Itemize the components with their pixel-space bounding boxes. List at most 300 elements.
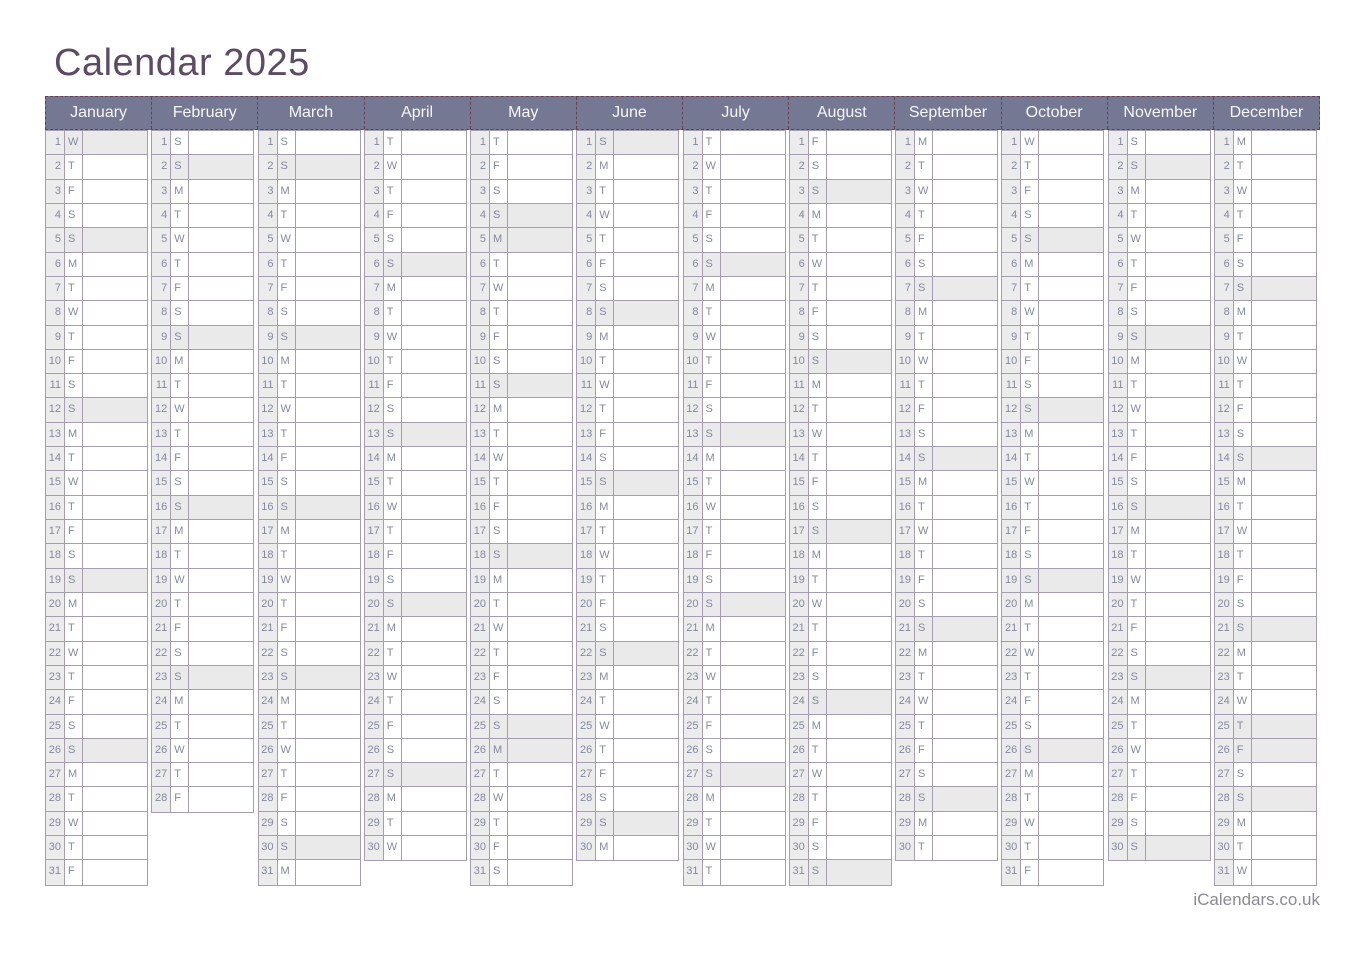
day-number: 12 [684, 398, 703, 421]
day-number: 25 [1215, 715, 1234, 738]
day-number: 20 [259, 593, 278, 616]
day-letter: T [915, 836, 933, 860]
day-number: 10 [896, 350, 915, 373]
day-number: 30 [46, 836, 65, 859]
day-letter: W [1128, 398, 1146, 421]
day-notes-space [402, 301, 466, 324]
day-row [1002, 301, 1103, 325]
day-row [1215, 301, 1316, 325]
day-letter: T [1021, 836, 1039, 859]
day-number: 4 [1109, 204, 1128, 227]
day-notes-space [1146, 812, 1210, 835]
day-letter: S [278, 326, 296, 349]
day-number: 8 [577, 301, 596, 324]
day-notes-space [508, 860, 572, 884]
day-notes-space [614, 277, 678, 300]
day-notes-space [1039, 277, 1103, 300]
day-notes-space [402, 496, 466, 519]
day-notes-space [83, 593, 147, 616]
day-row [1002, 739, 1103, 763]
day-number: 25 [46, 715, 65, 738]
day-notes-space [402, 739, 466, 762]
day-number: 7 [684, 277, 703, 300]
day-number: 18 [46, 544, 65, 567]
day-notes-space [933, 253, 997, 276]
footer-site-label: iCalendars.co.uk [1193, 890, 1320, 909]
day-letter: T [490, 253, 508, 276]
day-row [259, 423, 360, 447]
day-letter: S [490, 690, 508, 713]
day-number: 21 [259, 617, 278, 640]
day-notes-space [1039, 155, 1103, 178]
day-notes-space [83, 253, 147, 276]
day-row [365, 836, 466, 860]
day-row [684, 715, 785, 739]
day-letter: S [1234, 423, 1252, 446]
day-number: 26 [896, 739, 915, 762]
day-row [152, 471, 253, 495]
day-row [684, 593, 785, 617]
day-letter: T [703, 812, 721, 835]
day-letter: S [1234, 617, 1252, 640]
day-number: 12 [259, 398, 278, 421]
day-letter: T [171, 204, 189, 227]
day-number: 4 [896, 204, 915, 227]
day-row [1215, 715, 1316, 739]
month-grid-april [364, 130, 467, 861]
day-row [896, 398, 997, 422]
day-row [1002, 763, 1103, 787]
day-notes-space [1146, 642, 1210, 665]
day-letter: S [171, 642, 189, 665]
month-column-november [1108, 130, 1214, 886]
day-letter: T [1021, 155, 1039, 178]
day-letter: M [809, 715, 827, 738]
day-letter: F [490, 155, 508, 178]
day-letter: M [596, 836, 614, 860]
day-number: 6 [471, 253, 490, 276]
day-row [896, 520, 997, 544]
day-letter: S [384, 253, 402, 276]
day-letter: T [809, 617, 827, 640]
day-letter: T [1021, 496, 1039, 519]
day-letter: S [171, 326, 189, 349]
day-number: 29 [577, 812, 596, 835]
day-row [684, 763, 785, 787]
day-row [152, 447, 253, 471]
day-letter: S [1021, 398, 1039, 421]
day-letter: T [915, 155, 933, 178]
day-row [46, 763, 147, 787]
day-row [152, 739, 253, 763]
day-number: 14 [1215, 447, 1234, 470]
day-letter: S [809, 520, 827, 543]
day-row [896, 423, 997, 447]
day-letter: W [1234, 690, 1252, 713]
day-notes-space [83, 787, 147, 810]
day-number: 13 [46, 423, 65, 446]
day-letter: S [278, 301, 296, 324]
month-header-august: August [789, 97, 895, 129]
day-notes-space [827, 326, 891, 349]
day-letter: W [65, 812, 83, 835]
day-letter: S [703, 228, 721, 251]
day-letter: S [1128, 836, 1146, 860]
day-letter: S [596, 447, 614, 470]
day-notes-space [189, 787, 253, 811]
day-notes-space [1039, 642, 1103, 665]
day-number: 29 [46, 812, 65, 835]
day-notes-space [1039, 617, 1103, 640]
day-number: 25 [684, 715, 703, 738]
day-letter: W [171, 569, 189, 592]
day-number: 2 [790, 155, 809, 178]
day-number: 4 [1215, 204, 1234, 227]
day-letter: S [384, 569, 402, 592]
day-number: 28 [471, 787, 490, 810]
day-letter: F [703, 544, 721, 567]
day-number: 23 [365, 666, 384, 689]
day-number: 11 [577, 374, 596, 397]
day-notes-space [83, 131, 147, 154]
day-notes-space [402, 374, 466, 397]
day-number: 31 [46, 860, 65, 884]
day-notes-space [189, 471, 253, 494]
day-number: 24 [896, 690, 915, 713]
day-row [896, 666, 997, 690]
day-notes-space [1146, 374, 1210, 397]
day-notes-space [933, 520, 997, 543]
day-row [1215, 787, 1316, 811]
day-number: 29 [1109, 812, 1128, 835]
day-row [471, 787, 572, 811]
day-notes-space [296, 739, 360, 762]
day-row [471, 228, 572, 252]
day-letter: M [1128, 690, 1146, 713]
day-notes-space [189, 131, 253, 154]
day-number: 7 [896, 277, 915, 300]
day-notes-space [1039, 690, 1103, 713]
day-row [471, 496, 572, 520]
day-number: 22 [896, 642, 915, 665]
day-row [790, 617, 891, 641]
day-row [577, 326, 678, 350]
day-number: 6 [577, 253, 596, 276]
day-number: 26 [1002, 739, 1021, 762]
day-number: 17 [896, 520, 915, 543]
day-letter: F [915, 398, 933, 421]
day-notes-space [296, 520, 360, 543]
day-letter: W [1128, 228, 1146, 251]
day-letter: T [278, 374, 296, 397]
day-notes-space [508, 131, 572, 154]
day-row [1002, 398, 1103, 422]
day-number: 2 [1215, 155, 1234, 178]
day-notes-space [721, 763, 785, 786]
day-row [471, 763, 572, 787]
day-notes-space [827, 836, 891, 859]
day-notes-space [402, 350, 466, 373]
day-notes-space [933, 593, 997, 616]
day-letter: T [1234, 155, 1252, 178]
day-notes-space [189, 350, 253, 373]
day-letter: M [171, 350, 189, 373]
day-row [790, 228, 891, 252]
month-grid-february [151, 130, 254, 813]
day-number: 20 [1002, 593, 1021, 616]
day-number: 10 [46, 350, 65, 373]
day-notes-space [827, 447, 891, 470]
day-number: 23 [1215, 666, 1234, 689]
day-letter: T [171, 423, 189, 446]
day-letter: S [65, 569, 83, 592]
day-notes-space [933, 763, 997, 786]
day-notes-space [614, 471, 678, 494]
day-number: 30 [1002, 836, 1021, 859]
day-letter: F [278, 277, 296, 300]
day-number: 6 [896, 253, 915, 276]
day-number: 20 [684, 593, 703, 616]
day-number: 11 [365, 374, 384, 397]
day-letter: W [1128, 739, 1146, 762]
day-row [1215, 666, 1316, 690]
day-number: 1 [790, 131, 809, 154]
day-letter: M [915, 301, 933, 324]
day-letter: W [915, 520, 933, 543]
day-letter: F [1021, 690, 1039, 713]
day-notes-space [721, 593, 785, 616]
day-letter: M [596, 326, 614, 349]
day-letter: T [384, 471, 402, 494]
day-notes-space [1252, 642, 1316, 665]
day-letter: T [65, 277, 83, 300]
day-row [152, 642, 253, 666]
day-row [684, 398, 785, 422]
day-row [1215, 253, 1316, 277]
day-number: 13 [577, 423, 596, 446]
month-header-june: June [577, 97, 683, 129]
day-row [577, 617, 678, 641]
day-number: 18 [365, 544, 384, 567]
day-number: 5 [684, 228, 703, 251]
day-row [46, 617, 147, 641]
day-notes-space [1039, 374, 1103, 397]
day-row [1002, 228, 1103, 252]
day-letter: T [915, 204, 933, 227]
day-letter: S [703, 253, 721, 276]
day-number: 13 [684, 423, 703, 446]
day-letter: T [703, 471, 721, 494]
day-letter: M [915, 642, 933, 665]
day-row [577, 301, 678, 325]
day-notes-space [933, 690, 997, 713]
day-notes-space [1039, 715, 1103, 738]
day-row [790, 787, 891, 811]
day-number: 29 [790, 812, 809, 835]
day-letter: T [384, 812, 402, 835]
day-row [46, 569, 147, 593]
day-number: 30 [896, 836, 915, 860]
day-number: 28 [896, 787, 915, 810]
day-row [790, 593, 891, 617]
day-row [790, 253, 891, 277]
day-letter: W [65, 642, 83, 665]
day-notes-space [296, 569, 360, 592]
day-row [1002, 423, 1103, 447]
day-notes-space [1039, 520, 1103, 543]
day-row [896, 836, 997, 860]
day-letter: T [809, 398, 827, 421]
day-row [152, 180, 253, 204]
day-number: 19 [1002, 569, 1021, 592]
day-row [577, 593, 678, 617]
day-notes-space [1039, 423, 1103, 446]
day-notes-space [296, 398, 360, 421]
day-notes-space [1039, 739, 1103, 762]
day-row [365, 131, 466, 155]
day-row [46, 666, 147, 690]
day-notes-space [508, 350, 572, 373]
day-number: 3 [577, 180, 596, 203]
day-letter: S [809, 690, 827, 713]
day-letter: S [278, 496, 296, 519]
day-notes-space [1146, 593, 1210, 616]
day-letter: F [1021, 180, 1039, 203]
day-notes-space [1039, 836, 1103, 859]
day-row [152, 520, 253, 544]
day-letter: W [1234, 180, 1252, 203]
day-row [790, 350, 891, 374]
day-letter: S [1128, 471, 1146, 494]
day-notes-space [1146, 301, 1210, 324]
day-letter: M [809, 544, 827, 567]
day-row [471, 642, 572, 666]
day-notes-space [1146, 277, 1210, 300]
day-letter: T [1021, 326, 1039, 349]
day-notes-space [1039, 398, 1103, 421]
day-letter: M [596, 666, 614, 689]
day-notes-space [296, 350, 360, 373]
day-row [684, 277, 785, 301]
day-notes-space [721, 228, 785, 251]
month-grid-october [1001, 130, 1104, 886]
day-letter: S [490, 204, 508, 227]
day-letter: T [1234, 496, 1252, 519]
day-row [790, 520, 891, 544]
day-letter: T [703, 301, 721, 324]
day-letter: S [809, 350, 827, 373]
day-row [259, 763, 360, 787]
month-header-december: December [1229, 104, 1304, 121]
day-number: 17 [1109, 520, 1128, 543]
day-notes-space [827, 253, 891, 276]
day-number: 14 [1002, 447, 1021, 470]
day-notes-space [827, 812, 891, 835]
day-notes-space [1039, 228, 1103, 251]
day-row [684, 447, 785, 471]
day-number: 24 [259, 690, 278, 713]
day-row [1002, 812, 1103, 836]
day-row [259, 155, 360, 179]
day-row [152, 690, 253, 714]
day-notes-space [827, 423, 891, 446]
day-number: 21 [684, 617, 703, 640]
day-letter: S [1021, 739, 1039, 762]
day-letter: F [1128, 277, 1146, 300]
day-row [1109, 666, 1210, 690]
day-letter: S [490, 520, 508, 543]
day-notes-space [1252, 374, 1316, 397]
day-letter: F [65, 350, 83, 373]
day-number: 21 [152, 617, 171, 640]
day-letter: S [1234, 593, 1252, 616]
day-row [365, 715, 466, 739]
day-letter: T [490, 131, 508, 154]
day-letter: S [65, 228, 83, 251]
day-letter: W [1021, 301, 1039, 324]
day-letter: S [596, 617, 614, 640]
day-notes-space [1146, 787, 1210, 810]
day-letter: S [1128, 496, 1146, 519]
day-notes-space [614, 617, 678, 640]
day-number: 1 [1002, 131, 1021, 154]
day-row [1002, 471, 1103, 495]
day-number: 9 [896, 326, 915, 349]
day-notes-space [296, 763, 360, 786]
day-number: 30 [684, 836, 703, 859]
day-row [1109, 253, 1210, 277]
day-row [684, 520, 785, 544]
day-notes-space [189, 690, 253, 713]
day-row [577, 544, 678, 568]
day-letter: T [65, 155, 83, 178]
day-row [259, 569, 360, 593]
day-number: 26 [577, 739, 596, 762]
day-number: 27 [896, 763, 915, 786]
day-number: 31 [1215, 860, 1234, 884]
day-letter: S [809, 496, 827, 519]
day-letter: F [703, 374, 721, 397]
day-row [46, 593, 147, 617]
day-number: 11 [1002, 374, 1021, 397]
day-row [46, 447, 147, 471]
day-notes-space [83, 204, 147, 227]
day-row [1215, 593, 1316, 617]
day-number: 22 [152, 642, 171, 665]
day-letter: F [915, 228, 933, 251]
day-number: 25 [365, 715, 384, 738]
day-row [259, 447, 360, 471]
day-letter: F [1021, 860, 1039, 884]
day-number: 21 [790, 617, 809, 640]
calendar-body [45, 130, 1320, 886]
day-row [1215, 326, 1316, 350]
day-number: 12 [152, 398, 171, 421]
day-letter: F [490, 836, 508, 859]
day-letter: M [278, 180, 296, 203]
day-letter: T [65, 666, 83, 689]
day-notes-space [1146, 326, 1210, 349]
day-notes-space [933, 787, 997, 810]
day-notes-space [933, 131, 997, 154]
day-number: 24 [1215, 690, 1234, 713]
day-notes-space [508, 593, 572, 616]
day-notes-space [827, 496, 891, 519]
day-number: 25 [471, 715, 490, 738]
day-number: 23 [46, 666, 65, 689]
day-notes-space [508, 447, 572, 470]
day-row [896, 180, 997, 204]
